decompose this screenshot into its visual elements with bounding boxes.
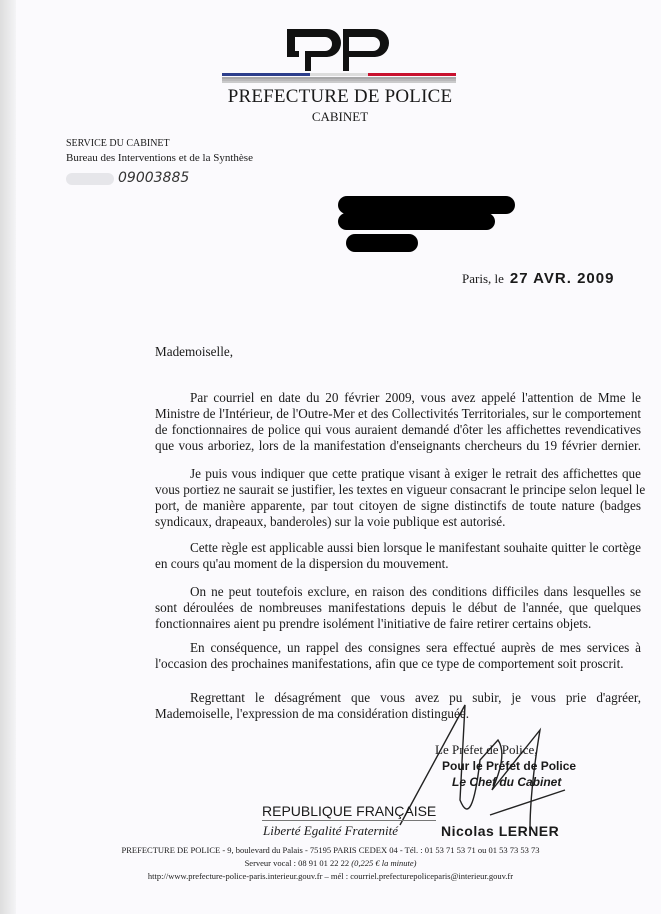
text-line: Je puis vous indiquer que cette pratique visant à exiger le retrait des affichettes que — [190, 466, 641, 481]
text-line: Regrettant le désagrément que vous avez pu subir, je vous prie d'agréer, — [190, 690, 641, 705]
prefecture-logo — [283, 25, 395, 73]
redacted-recipient-line — [346, 234, 418, 252]
paragraph-3 — [155, 540, 641, 572]
text-line: Mademoiselle, l'expression de ma considération distinguée. — [155, 706, 470, 721]
service-name: SERVICE DU CABINET — [66, 138, 170, 149]
text-line: port, de manière apparente, par tout citoyen de signe distinctifs de toute nature (badges — [155, 498, 641, 513]
redacted-recipient-line — [338, 196, 515, 214]
reference-stamp — [66, 173, 114, 185]
paragraph-4 — [155, 584, 641, 632]
voice-server-price: (0,225 € la minute) — [351, 858, 417, 868]
tricolor-band — [222, 73, 456, 83]
paragraph-1 — [155, 390, 641, 454]
text-line: Cette règle est applicable aussi bien lorsque le manifestant souhaite quitter le cortège — [190, 540, 641, 555]
paragraph-5 — [155, 640, 641, 672]
text-line: sont déroulées de nombreuses manifestations depuis le début de l'année, que quelques — [155, 600, 641, 615]
date-stamp: 27 AVR. 2009 — [509, 270, 615, 287]
text-line: En conséquence, un rappel des consignes sera effectué auprès de mes services à — [190, 640, 641, 655]
department-name: CABINET — [311, 109, 369, 124]
voice-server: Serveur vocal : 08 91 01 22 22 — [244, 858, 350, 868]
reference-number: 09003885 — [118, 170, 190, 186]
delegation-title: Le Chef du Cabinet — [452, 775, 562, 789]
national-motto: Liberté Egalité Fraternité — [263, 823, 399, 838]
text-line: fonctionnaires aient pu prendre isolément l'initiative de faire retirer certains objets. — [155, 616, 592, 631]
text-line: que vous arboriez, lors de la manifestation d'enseignants chercheurs du 19 février dernier. — [155, 438, 641, 453]
letter-date — [462, 270, 614, 287]
text-line: en cours qu'au moment de la dispersion du mouvement. — [155, 556, 449, 571]
redacted-recipient-line — [338, 213, 495, 230]
text-line: Par courriel en date du 20 février 2009, vous avez appelé l'attention de Mme le — [190, 390, 641, 405]
text-line: On ne peut toutefois exclure, en raison des conditions difficiles dans lesquelles se — [190, 584, 641, 599]
bureau-name: Bureau des Interventions et de la Synthèse — [66, 152, 253, 164]
salutation: Mademoiselle, — [155, 344, 234, 359]
text-line: de fonctionnaires de police qui vous auraient demandé d'ôter les affichettes revendicatives — [155, 422, 641, 437]
footer-phone — [0, 858, 661, 869]
signatory-title: Le Préfet de Police, — [435, 742, 538, 757]
text-line: vous portiez ne saurait se justifier, les textes en vigueur consacrant le principe selon lequel le — [155, 482, 646, 497]
text-line: l'occasion des prochaines manifestations, afin que ce type de comportement soit proscrit. — [155, 656, 624, 671]
date-prefix: Paris, le — [462, 271, 504, 286]
text-line: Ministre de l'Intérieur, de l'Outre-Mer et des Collectivités Territoriales, sur le comportement — [155, 406, 641, 421]
footer-web[interactable]: http://www.prefecture-police-paris.interieur.gouv.fr – mél : courriel.prefecturepoliceparis@interieur.gouv.fr — [147, 871, 514, 881]
footer-address: PREFECTURE DE POLICE - 9, boulevard du Palais - 75195 PARIS CEDEX 04 - Tél. : 01 53 71 53 71 ou 01 53 73 53 73 — [121, 845, 540, 855]
signatory-name: Nicolas LERNER — [441, 823, 560, 839]
paragraph-2 — [155, 466, 646, 530]
republique-francaise: REPUBLIQUE FRANÇAISE — [262, 803, 437, 819]
page-title: PREFECTURE DE POLICE — [227, 86, 453, 107]
delegation-stamp: Pour le Préfet de Police — [442, 759, 577, 773]
text-line: syndicaux, drapeaux, banderoles) sur la voie publique est autorisé. — [155, 514, 506, 529]
